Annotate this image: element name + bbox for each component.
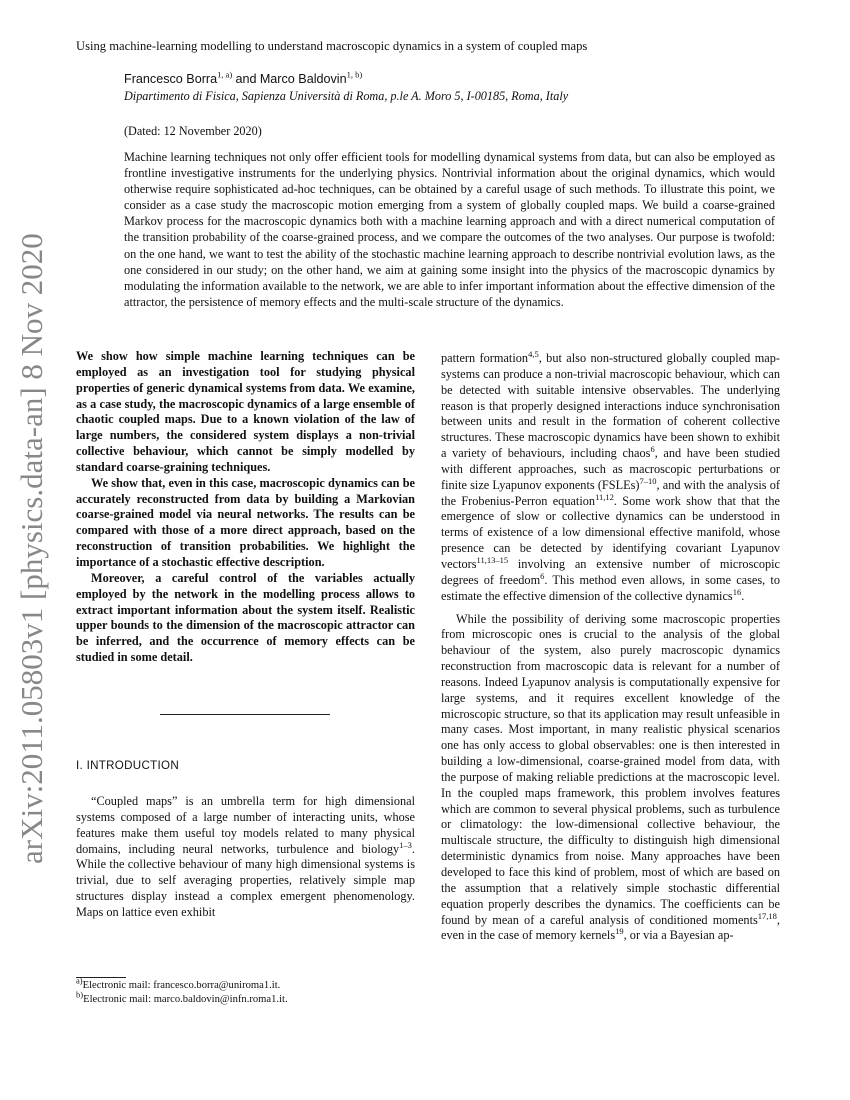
footnote-mark: b) (76, 989, 84, 1000)
intro-paragraph: pattern formation$^{4,5}$, but also non-structured globally coupled map-systems can produce a non-trivial macroscopic behaviour, which can be detected with suitable intensive observables. The underlying reason is that properly designed interactions induce synchronisation between units and result in the formation of coherent collective structures. These macroscopic dynamics have been shown to exhibit a variety of behaviours, including chaos$^6$, and have been studied with different approaches, such as macroscopic perturbations or finite size Lyapunov exponents (FSLEs)$^{7-10}$, and with the analysis of the Frobenius-Perron equation$^{11,12}$. Some work show that that the emergence of slow or collective dynamics can be understood in terms of existence of a low dimensional effective manifold, whose presence can be detected by identifying covariant Lyapunov vectors$^{11,13-15}$ involving an extensive number of microscopic degrees of freedom$^6$. This method even allows, in some cases, to estimate the effective dimension of the collective dynamics$^{16}$. (441, 348, 780, 603)
author-name: Francesco Borra (124, 72, 218, 86)
citation: 7–10 (639, 475, 657, 486)
date-line: (Dated: 12 November 2020) (124, 124, 262, 138)
intro-right-column (441, 348, 780, 944)
footnote-b: $^{b)}$Electronic mail: marco.baldovin@infn.roma1.it. (76, 989, 288, 1006)
footnotes (76, 975, 406, 1007)
abstract (124, 149, 775, 310)
section-heading: I. INTRODUCTION (76, 759, 180, 772)
lay-abstract-paragraph: We show that, even in this case, macroscopic dynamics can be accurately reconstructed from data by building a Markovian coarse-grained model via neural networks. The results can be compared with those of a more direct approach, based on the reconstruction of transition probabilities. We highlight the importance of a stochastic effective description. (76, 475, 415, 569)
footnote-rule (76, 977, 126, 978)
citation: 11,12 (595, 491, 614, 502)
section-divider (160, 714, 330, 715)
paper-title: Using machine-learning modelling to understand macroscopic dynamics in a system of coupled maps (76, 39, 588, 53)
intro-left-column (76, 794, 415, 921)
author-line (124, 71, 764, 87)
citation: 6 (650, 443, 655, 454)
lay-abstract-paragraph: Moreover, a careful control of the variables actually employed by the network in the modelling process allows to extract important information about the system itself. Realistic upper bounds to the dimension of the macroscopic attractor can be inferred, and the occurrence of memory effects can be studied in some detail. (76, 570, 415, 665)
author-affiliation-mark: 1, a) (217, 69, 233, 80)
abstract-text: Machine learning techniques not only offer efficient tools for modelling dynamical systems from data, but can also be employed as frontline investigative instruments for the underlying physics. Nontrivial information about the original dynamics, which would otherwise require sophisticated ad-hoc techniques, can be obtained by a careful usage of such methods. To illustrate this point, we consider as a case study the macroscopic motion emerging from a system of globally coupled maps. We build a coarse-grained Markov process for the macroscopic dynamics both with a machine learning approach and with a direct numerical computation of the transition probability of the coarse-grained process, and we compare the outcomes of the two analyses. Our purpose is twofold: on the one hand, we want to test the ability of the stochastic machine learning approach to describe nontrivial evolution laws, as the one considered in our study; on the other hand, we aim at gaining some insight into the physics of the macroscopic dynamics by modulating the information available to the network, we are able to infer important information about the effective dimension of the attractor, the persistence of memory effects and the multi-scale structure of the dynamics. (124, 150, 775, 309)
affiliation: Dipartimento di Fisica, Sapienza Università di Roma, p.le A. Moro 5, I-00185, Roma, Italy (124, 89, 569, 103)
author-name: Marco Baldovin (259, 72, 347, 86)
arxiv-identifier: arXiv:2011.05803v1 [physics.data-an] 8 Nov 2020 (14, 233, 49, 864)
lay-abstract (76, 349, 415, 666)
citation: 6 (540, 570, 545, 581)
intro-paragraph: “Coupled maps” is an umbrella term for high dimensional systems composed of a large number of interacting units, whose features make them useful toy models related to many physical domains, including neural networks, turbulence and biology$^{1-3}$. While the collective behaviour of many high dimensional systems is trivial, due to self averaging properties, relatively simple map structures display instead a complex emergent phenomenology. Maps on lattice even exhibit (76, 794, 415, 919)
citation: 16 (732, 586, 742, 597)
citation: 11,13–15 (476, 554, 509, 565)
intro-paragraph: While the possibility of deriving some macroscopic properties from microscopic ones is crucial to the analysis of the global behaviour of the system, also purely macroscopic dynamics reconstruction from macroscopic data is relevant for a number of reasons. Indeed Lyapunov analysis is computationally expensive for large systems, and it requires excellent knowledge of the microscopic structure, so that its application may result unfeasible in many cases. Most important, in many realistic physical scenarios one has only access to global observables: one is then interested in building a low-dimensional, coarse-grained model from data, with the purpose of making reliable predictions at the macroscopic level. In the coupled maps framework, this problem involves features which are common to several physical problems, such as turbulence or climatology: the low-dimensional collective behaviour, the multiscale structure, the difficulty to distinguish high dimensional deterministic dynamics from noise. Many approaches have been developed to face this kind of problem, most of which are based on the assumption that a relatively simple stochastic differential equation properly describes the dynamics. The coefficients can be found by mean of a careful analysis of conditioned moments$^{17,18}$, even in the case of memory kernels$^{19}$, or via a Bayesian ap- (441, 611, 780, 943)
lay-abstract-paragraph: We show how simple machine learning techniques can be employed as an investigation tool for studying physical properties of generic dynamical systems from data. We examine, as a case study, the macroscopic dynamics of a large ensemble of chaotic coupled maps. Due to a known violation of the law of large numbers, the considered system displays a non-trivial collective behaviour, which cannot be simply modelled by standard coarse-graining techniques. (76, 349, 415, 474)
footnote-mark: a) (76, 975, 83, 986)
citation: 17,18 (757, 910, 777, 921)
author-affiliation-mark: 1, b) (346, 69, 363, 80)
footnote-a: $^{a)}$Electronic mail: francesco.borra@uniroma1.it. (76, 975, 281, 991)
citation: 1–3 (399, 839, 412, 850)
citation: 19 (615, 926, 624, 937)
author-conjunction: and (235, 72, 257, 86)
citation: 4,5 (528, 348, 539, 359)
